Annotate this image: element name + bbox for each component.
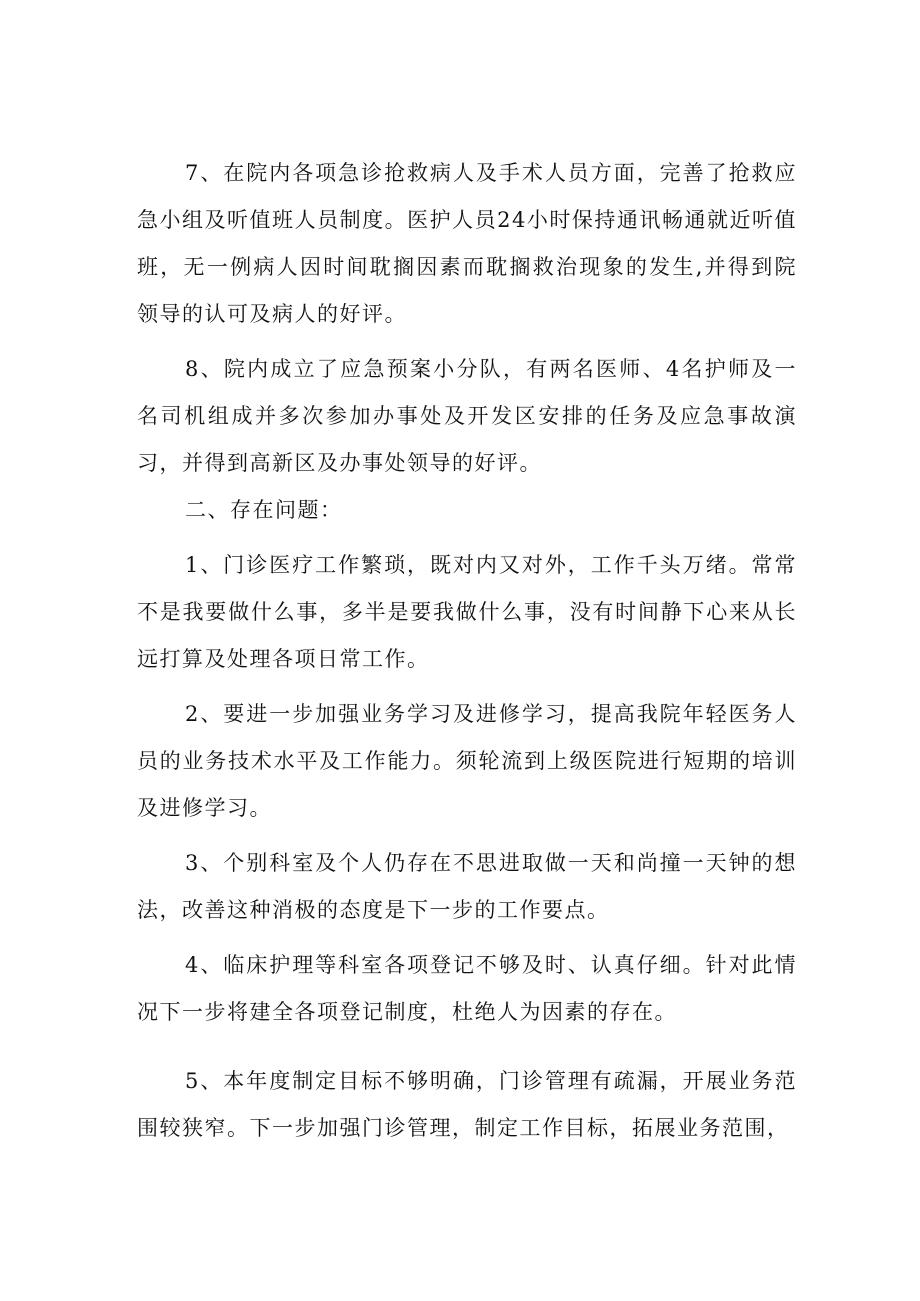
issue-2: 2、要进一步加强业务学习及进修学习，提高我院年轻医务人员的业务技术水平及工作能力。须轮流到上级医院进行短期的培训及进修学习。: [137, 702, 797, 820]
paragraph-8: 8、院内成立了应急预案小分队，有两名医师、4名护师及一名司机组成并多次参加办事处及开发区安排的任务及应急事故演习，并得到高新区及办事处领导的好评。: [137, 357, 797, 475]
section-heading-issues: 二、存在问题：: [185, 498, 343, 522]
issue-3: 3、个别科室及个人仍存在不思进取做一天和尚撞一天钟的想法，改善这种消极的态度是下一步的工作要点。: [137, 851, 797, 922]
issue-5: 5、本年度制定目标不够明确，门诊管理有疏漏，开展业务范围较狭窄。下一步加强门诊管理，制定工作目标，拓展业务范围，: [137, 1069, 797, 1140]
paragraph-7: 7、在院内各项急诊抢救病人及手术人员方面，完善了抢救应急小组及听值班人员制度。医护人员24小时保持通讯畅通就近听值班，无一例病人因时间耽搁因素而耽搁救治现象的发生,并得到院领导的认可及病人的好评。: [137, 161, 797, 326]
document-body: [137, 150, 797, 1152]
issue-4: 4、临床护理等科室各项登记不够及时、认真仔细。针对此情况下一步将建全各项登记制度，杜绝人为因素的存在。: [137, 953, 797, 1024]
issue-1: 1、门诊医疗工作繁琐，既对内又对外，工作千头万绪。常常不是我要做什么事，多半是要我做什么事，没有时间静下心来从长远打算及处理各项日常工作。: [137, 553, 797, 671]
